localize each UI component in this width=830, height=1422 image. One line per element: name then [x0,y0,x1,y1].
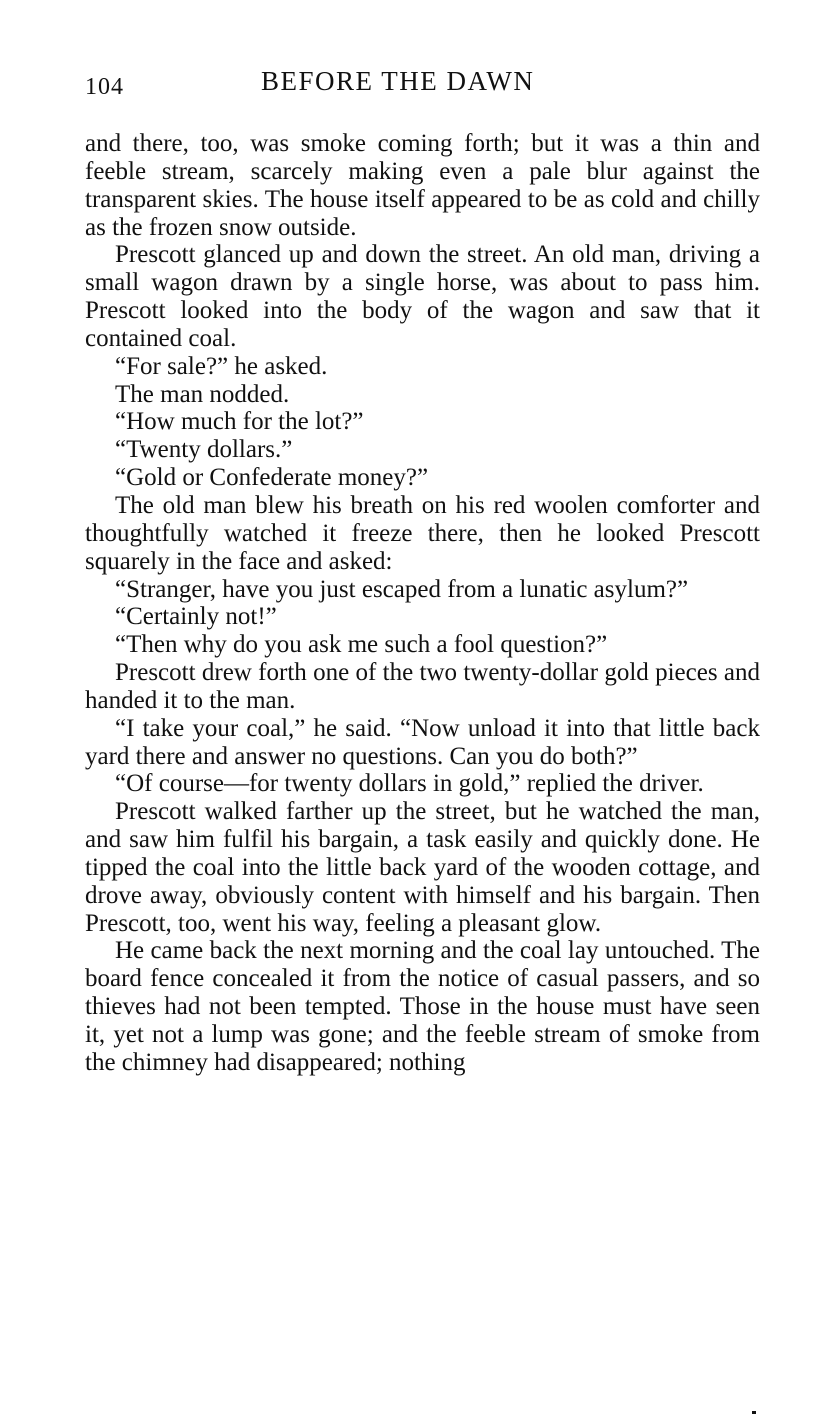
paragraph: “Certainly not!” [115,603,277,631]
page-header [85,60,760,100]
paragraph: “Of course—for twenty dollars in gold,” replied the driver. [115,770,704,798]
paragraph: Prescott walked farther up the street, but he watched the man, and saw him fulfil his bargain, a task easily and quickly done. He tipped the coal into the little back yard of the wooden cottage, and drove away, obviously content with himself and his bargain. Then Prescott, too, went his way, feeling a pleasant glow. [85,798,760,937]
paragraph: “Then why do you ask me such a fool question?” [115,631,608,659]
paragraph: The old man blew his breath on his red woolen comforter and thoughtfully watched it freeze there, then he looked Prescott squarely in the face and asked: [85,491,760,575]
paragraph: “I take your coal,” he said. “Now unload it into that little back yard there and answer no questions. Can you do both?” [85,714,760,770]
paragraph: and there, too, was smoke coming forth; but it was a thin and feeble stream, scarcely making even a pale blur against the transparent skies. The house itself appeared to be as cold and chilly as the frozen snow outside. [85,130,760,241]
body-text [85,130,760,1077]
paragraph: “Twenty dollars.” [115,436,293,464]
running-head: BEFORE THE DAWN [261,66,535,96]
paragraph: He came back the next morning and the coal lay untouched. The board fence concealed it from the notice of casual passers, and so thieves had not been tempted. Those in the house must have seen it, yet not a lump was gone; and the feeble stream of smoke from the chimney had disappeared; nothing [85,937,760,1076]
paragraph: “For sale?” he asked. [115,352,328,380]
paragraph: The man nodded. [115,380,290,408]
paragraph: “Stranger, have you just escaped from a lunatic asylum?” [115,575,689,603]
paragraph: “How much for the lot?” [115,408,364,436]
print-speck [752,1411,756,1414]
paragraph: Prescott drew forth one of the two twenty-dollar gold pieces and handed it to the man. [85,659,760,714]
page-number: 104 [85,74,124,100]
paragraph: Prescott glanced up and down the street. An old man, driving a small wagon drawn by a single horse, was about to pass him. Prescott looked into the body of the wagon and saw that it contained coal. [85,241,760,352]
paragraph: “Gold or Confederate money?” [115,464,429,492]
